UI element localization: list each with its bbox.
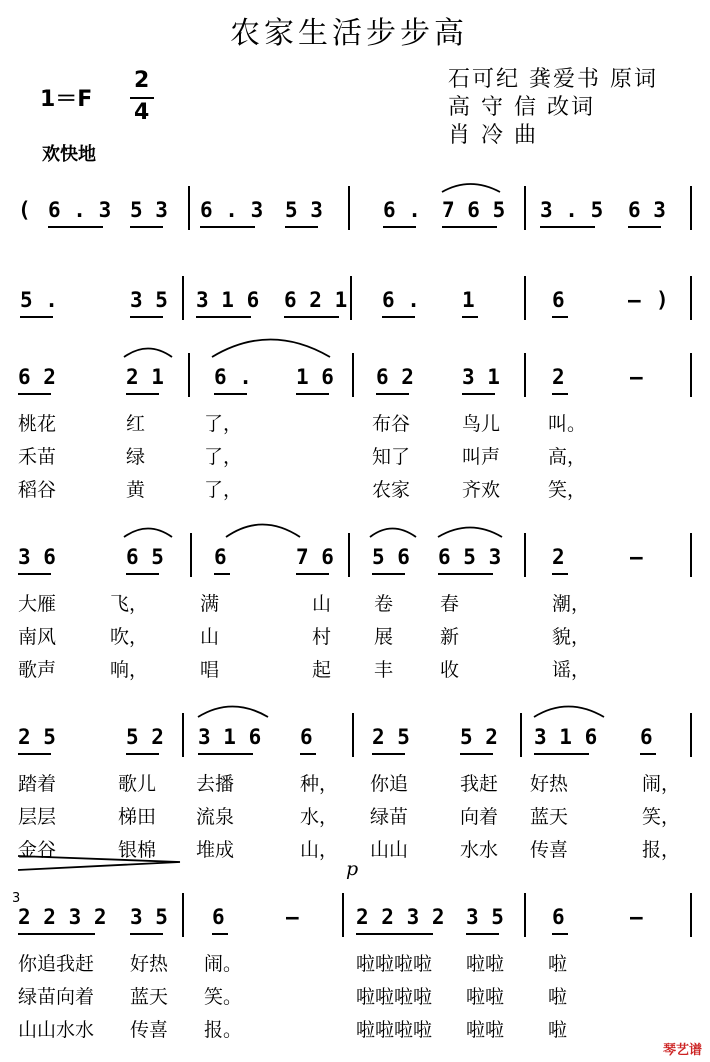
note-group: 6: [300, 725, 313, 749]
lyric-word: 稻谷: [18, 479, 57, 501]
lyric-word: 踏着: [18, 773, 57, 795]
lyric-word: 梯田: [118, 806, 157, 828]
lyric-word: 啦啦啦啦: [356, 986, 433, 1008]
lyric-word: 好热: [130, 953, 169, 975]
lyric-word: 啦啦啦啦: [356, 953, 433, 975]
note-group: 2: [552, 545, 565, 569]
lyric-word: 潮，: [552, 593, 591, 615]
slur: [226, 525, 300, 538]
note-group: 6: [214, 545, 227, 569]
lyric-word: 水水: [460, 839, 499, 861]
note-group: 6 .: [214, 365, 252, 389]
lyric-word: 山: [200, 626, 220, 648]
slur: [438, 528, 502, 538]
note-group: ): [656, 288, 669, 312]
lyric-word: 鸟儿: [462, 413, 501, 435]
note-group: 3 1 6: [198, 725, 262, 749]
note-group: 3 . 5: [540, 198, 604, 222]
lyric-word: 银棉: [118, 839, 157, 861]
lyric-word: 歌儿: [118, 773, 157, 795]
note-group: 6: [552, 288, 565, 312]
lyric-word: 你追: [370, 773, 409, 795]
lyric-word: 啦啦啦啦: [356, 1019, 433, 1041]
lyric-word: 啦啦: [466, 953, 505, 975]
lyric-word: 大雁: [18, 593, 57, 615]
lyric-word: 山山水水: [18, 1019, 95, 1041]
lyric-word: 绿苗向着: [18, 986, 95, 1008]
lyric-word: 去播: [196, 773, 235, 795]
lyric-word: 闹。: [204, 953, 243, 975]
note-group: —: [628, 288, 641, 312]
lyric-word: 唱: [200, 659, 220, 681]
lyric-word: 山，: [300, 839, 339, 861]
lyric-word: 种，: [300, 773, 339, 795]
note-group: 2: [552, 365, 565, 389]
note-group: (: [18, 198, 31, 222]
note-group: 6: [640, 725, 653, 749]
lyric-word: 闹，: [642, 773, 681, 795]
page-title: 农家生活步步高: [230, 16, 468, 51]
lyric-word: 了，: [204, 413, 243, 435]
lyric-word: 笑，: [548, 479, 587, 501]
lyric-word: 好热: [530, 773, 569, 795]
note-group: 5 2: [460, 725, 498, 749]
note-group: 6 5 3: [438, 545, 502, 569]
lyric-word: 布谷: [372, 413, 411, 435]
note-group: —: [286, 905, 299, 929]
lyric-word: 知了: [372, 446, 411, 468]
lyric-word: 报。: [204, 1019, 243, 1041]
note-group: 6 2: [18, 365, 56, 389]
note-group: 6 2 1: [284, 288, 348, 312]
lyric-word: 貌，: [552, 626, 591, 648]
time-signature-top: 2: [134, 68, 150, 93]
lyric-word: 你追我赶: [18, 953, 95, 975]
lyric-word: 笑。: [204, 986, 243, 1008]
slur: [212, 340, 330, 358]
lyric-word: 山山: [370, 839, 409, 861]
lyric-word: 红: [126, 413, 146, 435]
lyric-word: 歌声: [18, 659, 57, 681]
note-group: 6 . 3: [48, 198, 112, 222]
slur: [124, 349, 172, 358]
credit-line-2: 高 守 信 改词: [448, 95, 595, 120]
note-group: 5 .: [20, 288, 58, 312]
lyric-word: 山: [312, 593, 332, 615]
note-group: 2 5: [372, 725, 410, 749]
key-signature: 1＝F: [40, 87, 93, 112]
time-signature-bottom: 4: [134, 100, 150, 125]
lyric-word: 黄: [126, 479, 146, 501]
note-group: 6 .: [382, 288, 420, 312]
lyric-word: 吹，: [110, 626, 149, 648]
lyric-word: 啦啦: [466, 1019, 505, 1041]
lyric-word: 流泉: [196, 806, 235, 828]
crescendo-hairpin: [18, 856, 180, 870]
svg-text:3: 3: [12, 891, 21, 906]
lyric-word: 我赶: [460, 773, 499, 795]
note-group: 1 6: [296, 365, 334, 389]
lyric-word: 了，: [204, 446, 243, 468]
note-group: 3 1 6: [534, 725, 598, 749]
lyric-word: 桃花: [18, 413, 57, 435]
lyric-word: 蓝天: [530, 806, 569, 828]
lyric-word: 啦: [548, 953, 568, 975]
lyric-word: 层层: [18, 806, 57, 828]
lyric-word: 金谷: [18, 839, 57, 861]
note-group: 5 3: [130, 198, 168, 222]
note-group: 7 6 5: [442, 198, 506, 222]
note-group: —: [630, 905, 643, 929]
lyric-word: 蓝天: [130, 986, 169, 1008]
lyric-word: 高，: [548, 446, 587, 468]
lyric-word: 啦: [548, 1019, 568, 1041]
lyric-word: 起: [312, 659, 332, 681]
note-group: 3 1: [462, 365, 500, 389]
note-group: 7 6: [296, 545, 334, 569]
note-group: 6: [212, 905, 225, 929]
lyric-word: 春: [440, 593, 460, 615]
lyric-word: 齐欢: [462, 479, 501, 501]
lyric-word: 水，: [300, 806, 339, 828]
note-group: 5 6: [372, 545, 410, 569]
lyric-word: 啦啦: [466, 986, 505, 1008]
dynamic-marking: p: [346, 858, 359, 880]
tempo-marking: 欢快地: [42, 144, 96, 165]
slur: [534, 707, 604, 718]
note-group: 6 5: [126, 545, 164, 569]
credit-line-3: 肖 冷 曲: [448, 123, 538, 148]
lyric-word: 谣，: [552, 659, 591, 681]
triplet-slur: [442, 184, 500, 192]
note-group: 3 1 6: [196, 288, 260, 312]
lyric-word: 展: [374, 626, 394, 648]
lyric-word: 响，: [110, 659, 149, 681]
note-group: 2 1: [126, 365, 164, 389]
lyric-word: 向着: [460, 806, 499, 828]
lyric-word: 村: [312, 626, 332, 648]
lyric-word: 了，: [204, 479, 243, 501]
note-group: 6 3: [628, 198, 666, 222]
slur: [124, 529, 172, 538]
note-group: 3 5: [466, 905, 504, 929]
lyric-word: 禾苗: [18, 446, 57, 468]
slur: [198, 707, 268, 718]
lyric-word: 叫。: [548, 413, 587, 435]
note-group: 3 6: [18, 545, 56, 569]
note-group: 6: [552, 905, 565, 929]
note-group: 6 . 3: [200, 198, 264, 222]
lyric-word: 新: [440, 626, 460, 648]
note-group: 2 2 3 2: [18, 905, 107, 929]
lyric-word: 满: [200, 593, 220, 615]
note-group: —: [630, 365, 643, 389]
watermark-logo: 琴艺谱: [662, 1043, 702, 1058]
note-group: 6 2: [376, 365, 414, 389]
lyric-word: 绿苗: [370, 806, 409, 828]
lyric-word: 农家: [372, 479, 411, 501]
lyric-word: 丰: [374, 659, 394, 681]
credit-line-1: 石可纪 龚爱书 原词: [448, 67, 658, 92]
lyric-word: 收: [440, 659, 460, 681]
lyric-word: 绿: [126, 446, 146, 468]
note-group: 3 5: [130, 905, 168, 929]
lyric-word: 传喜: [530, 839, 569, 861]
lyric-word: 南风: [18, 626, 57, 648]
lyric-word: 笑，: [642, 806, 681, 828]
lyric-word: 卷: [374, 593, 394, 615]
lyric-word: 啦: [548, 986, 568, 1008]
slur: [370, 529, 416, 538]
lyric-word: 堆成: [196, 839, 235, 861]
note-group: 3 5: [130, 288, 168, 312]
lyric-word: 叫声: [462, 446, 501, 468]
lyric-word: 报，: [642, 839, 681, 861]
lyric-word: 传喜: [130, 1019, 169, 1041]
note-group: —: [630, 545, 643, 569]
note-group: 2 5: [18, 725, 56, 749]
note-group: 5 3: [285, 198, 323, 222]
note-group: 6 .: [383, 198, 421, 222]
lyric-word: 飞，: [110, 593, 149, 615]
note-group: 5 2: [126, 725, 164, 749]
note-group: 2 2 3 2: [356, 905, 445, 929]
note-group: 1: [462, 288, 475, 312]
